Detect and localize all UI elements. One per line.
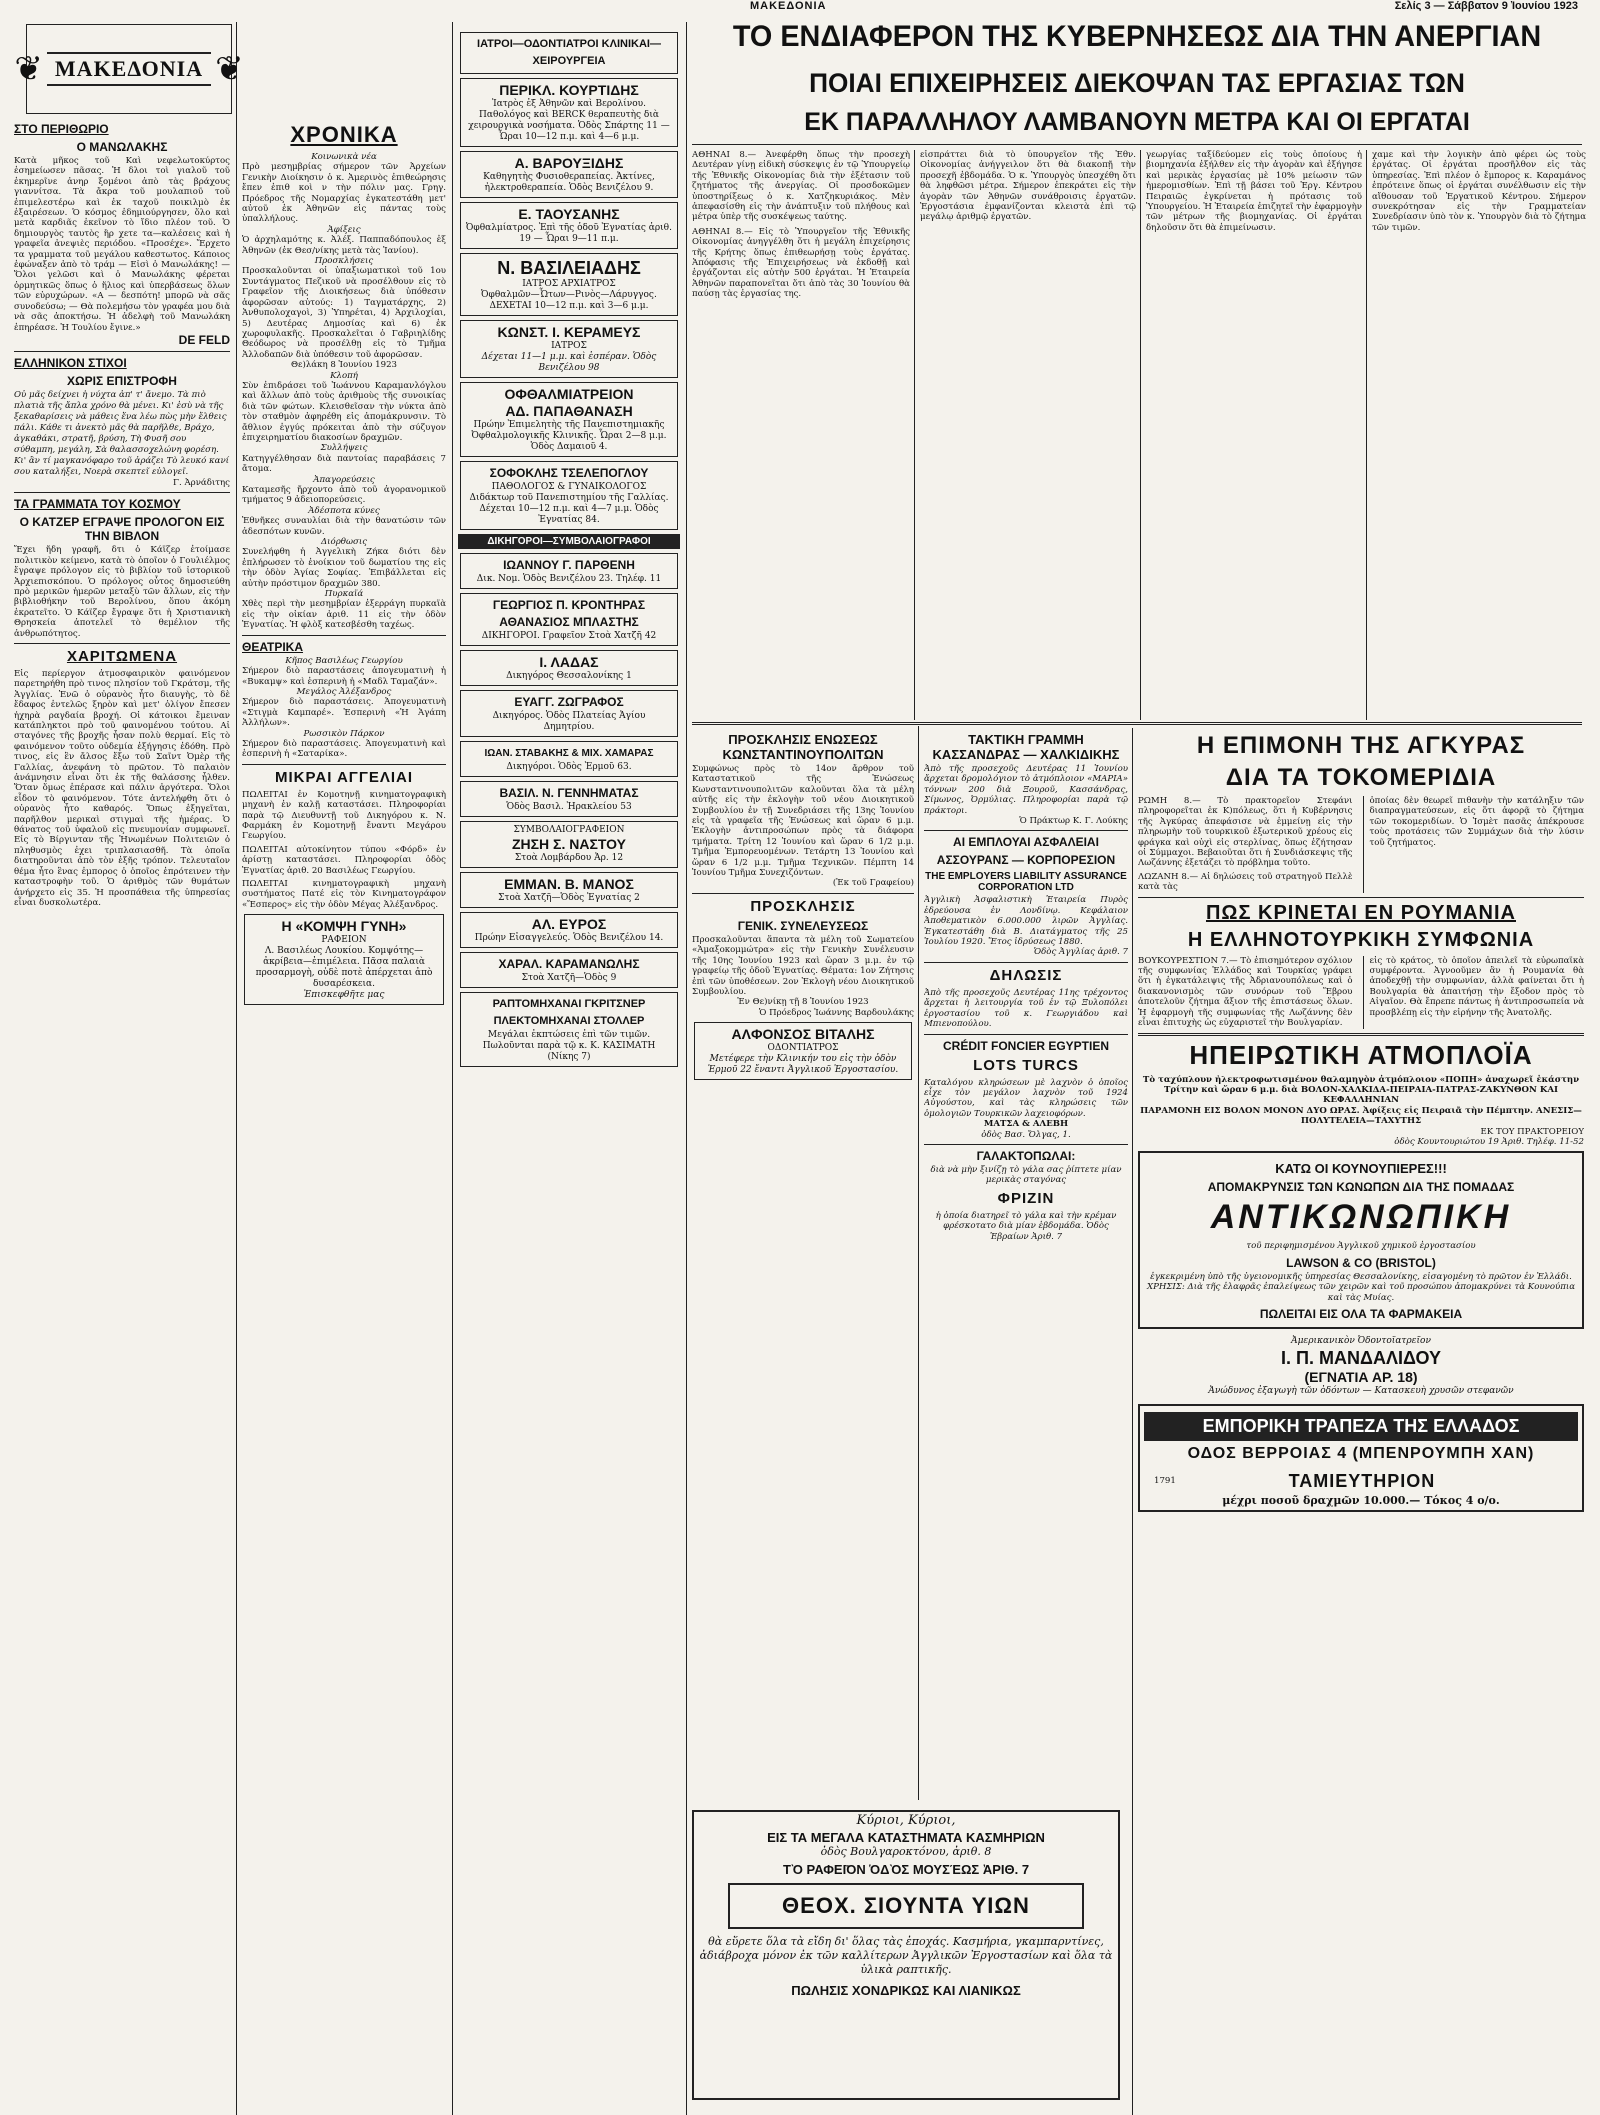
ad-line: ΕΙΣ ΤΑ ΜΕΓΑΛΑ ΚΑΤΑΣΤΗΜΑΤΑ ΚΑΣΜΗΡΙΩΝ bbox=[767, 1830, 1045, 1846]
ad-title: Ι. Π. ΜΑΝΔΑΛΙΔΟΥ bbox=[1281, 1347, 1441, 1368]
ad-title: ΙΩΑΝ. ΣΤΑΒΑΚΗΣ & ΜΙΧ. ΧΑΜΑΡΑΣ bbox=[484, 748, 654, 759]
ad-subtitle: ΠΑΘΟΛΟΓΟΣ & ΓΥΝΑΙΚΟΛΟΓΟΣ bbox=[491, 482, 647, 492]
ad-title: Ε. ΤΑΟΥΣΑΝΗΣ bbox=[518, 206, 620, 222]
poem-body: Οὐ μᾶς δείχνει ἡ νύχτα ἀπ' τ' ἄνεμο. Τὰ πιὸ πλατιὰ τῆς ἄπλα χρόνο θὰ μένει. Κι' ἐσὺ νὰ τῆς ξεκαθαρίσεις νὰ μάθεις ἕνα λέω πὼς μὴν ἔλθεις πάλι. Κάθε τι ἀνεκτὸ μᾶς θὰ παρῆλθε, Βράχο, ἀγκαθάκι, στρατῆ, βρύση, Τὴ Φυσῆ σου σύθαμπη, μεγάλη, Σὰ θαλασσοχελώνη φορέση. Κι' ἂν τί μαγκανόφαρο τοῦ ἀράζει Τὸ λευκό κανί σου καταλήξει, Νοερὰ σκεπτεῖ εὐλογεῖ. bbox=[14, 389, 230, 477]
ad-line: ΤῸ ΡΑΦΕΙ͂ΟΝ ὉΔῸΣ ΜΟΥΣΈΩΣ ἈΡΙΘ. 7 bbox=[782, 1861, 1030, 1877]
article-title: Ο ΜΑΝΩΛΑΚΗΣ bbox=[76, 140, 168, 154]
ad-title: ΕΥΑΓΓ. ΖΩΓΡΑΦΟΣ bbox=[514, 695, 624, 709]
ad-text: Στοὰ Χατζῆ—Ὁδὸς 9 bbox=[521, 973, 617, 983]
ad-ophthalmiatreion bbox=[460, 382, 678, 457]
ad-text: Διδάκτωρ τοῦ Πανεπιστημίου τῆς Γαλλίας. Δέχεται 10—12 π.μ. καὶ 4—7 μ.μ. Ὁδὸς Ἐγνατίας 84. bbox=[469, 493, 669, 525]
ad-footer: ΠΩΛΕΙΤΑΙ ΕΙΣ ΟΛΑ ΤΑ ΦΑΡΜΑΚΕΙΑ bbox=[1259, 1306, 1463, 1321]
ad-stavakis bbox=[460, 741, 678, 777]
ad-text: Καθηγητὴς Φυσιοθεραπείας. Ἀκτίνες, ἠλεκτροθεραπεία. Ὁδὸς Βενιζέλου 9. bbox=[483, 172, 655, 193]
article-body: Πρὸ μεσημβρίας σήμερον τῶν Ἀρχείων Γενικὴν Διοίκησιν ὁ κ. Ἀμερινὸς ἐπιθεώρησις ἔπεν ἐπιθ κοὶ ν τὴν πόλιν μας. Γρηγ. Πρόεδρος τῆς Νομαρχίας ἐγκατεστάθη μετ' αὐτοῦ ἐκ Ἀθηνῶν εἰς πάντας τοὺς ὑπαλλήλους. bbox=[242, 162, 446, 225]
product-name: ΦΡΙΖΙΝ bbox=[997, 1189, 1055, 1207]
bank-text: μέχρι ποσοῦ δραχμῶν 10.000.— Τόκος 4 ο/ο. bbox=[1222, 1493, 1500, 1507]
article-subtitle: ΔΙΑ ΤΑ ΤΟΚΟΜΕΡΙΔΙΑ bbox=[1225, 764, 1497, 791]
column-3 bbox=[458, 22, 680, 2115]
signature: (Ἐκ τοῦ Γραφείου) bbox=[832, 878, 914, 889]
article-body: Καταλόγου κληρώσεων μὲ λαχνὸν ὁ ὁποῖος εἶχε τὸν μεγάλον λαχνὸν τοῦ 1924 Αὐγούστου, καὶ τὰς κληρώσεις τῶν ὁμολογιῶν Τουρκικῶν λαχειοφόρων. bbox=[924, 1077, 1128, 1119]
ornament-icon: ❦ bbox=[14, 49, 43, 89]
article-title: Ο ΚΑΤΖΕΡ ΕΓΡΑΨΕ ΠΡΟΛΟΓΟΝ ΕΙΣ ΤΗΝ ΒΙΒΛΟΝ bbox=[19, 515, 225, 544]
ad-text: ΧΡΗΣΙΣ: Διὰ τῆς ἐλαφρᾶς ἐπαλείψεως τῶν χειρῶν καὶ τοῦ προσώπου ἀπομακρύνει τὰ Κουνούπια καὶ τὰς Μυίας. bbox=[1146, 1282, 1576, 1303]
ad-line: ΚΑΤΩ ΟΙ ΚΟΥΝΟΥΠΙΕΡΕΣ!!! bbox=[1275, 1161, 1447, 1177]
section-heading: ΧΑΡΙΤΩΜΕΝΑ bbox=[66, 647, 178, 665]
ad-title: ΡΑΠΤΟΜΗΧΑΝΑΙ ΓΚΡΙΤΣΝΕΡ bbox=[492, 998, 646, 1010]
masthead-logo: ΜΑΚΕΔΟΝΙΑ bbox=[47, 52, 211, 86]
article-body: Σήμερον διὸ παραστάσεις. Ἀπογευματινὴ καὶ ἑσπερινὴ ἡ «Σαταρίκα». bbox=[242, 738, 446, 760]
subheading: Διόρθωσις bbox=[320, 537, 368, 548]
poem-author: Γ. Ἀρνάδιτης bbox=[173, 477, 230, 488]
ad-text: Στοὰ Λομβάρδου Ἀρ. 12 bbox=[514, 853, 624, 863]
article-body: Προσκαλοῦνται ἅπαντα τὰ μέλη τοῦ Σωματείου «Ἀμαξοκομμώτρα» εἰς τὴν Γενικὴν Συνέλευσιν τῆς 10ης Ἰουνίου 1923 καὶ ὥραν 3 μ.μ. ἐν τῷ γραφείῳ τῆς ὁδοῦ Ἐγνατίας. Θέματα: 1ον Ζήτησις ἐπὶ τῶν ὑποθέσεων. 2ον Ἐκλογὴ νέου Διοικητικοῦ Συμβουλίου. bbox=[692, 934, 914, 997]
ad-title: ΓΕΩΡΓΙΟΣ Π. ΚΡΟΝΤΗΡΑΣ bbox=[492, 598, 646, 612]
article-body: εἰσπράττει διὰ τὸ ὑπουργεῖον τῆς Ἐθν. Οἰκονομίας ἀνήγγειλον ὅτι θὰ διακοπῇ τὴν προσεχῆ ἐβδομάδα. Ὁ κ. Ὑπουργὸς ὑπεσχέθη ὅτι θὰ ληφθῶσι μέτρα. Σήμερον ἐπεκράτει εἰς τὴν ἀγορὰν τῶν Ἀθηνῶν συνάθροισις ἐργατῶν. Ἐργοστάσια ἐμφανίζονται κλειστὰ ἐπὶ τῷ μεγάλῳ ἀριθμῷ ἐργατῶν. bbox=[920, 150, 1136, 223]
subheading: Ἀφίξεις bbox=[327, 224, 361, 235]
article-body: Ἀπὸ τῆς προσεχοῦς Δευτέρας 11ης τρέχοντος ἄρχεται ἡ λειτουργία τοῦ ἐν τῷ Ξυλοπόλει ἐργοστασίου τοῦ κ. Γεωργιάδου καὶ Μπιενοπούλου. bbox=[924, 987, 1128, 1030]
ad-manos bbox=[460, 872, 678, 908]
ad-kerameus bbox=[460, 320, 678, 378]
ad-title: ΣΟΦΟΚΛΗΣ ΤΣΕΛΕΠΟΓΛΟΥ bbox=[489, 466, 649, 480]
ad-line: ὁδὸς Βουλγαροκτόνου, ἀριθ. 8 bbox=[820, 1845, 992, 1859]
section-heading: ΧΡΟΝΙΚΑ bbox=[290, 122, 398, 147]
column-6 bbox=[1138, 728, 1584, 2115]
ad-subtitle: ΙΑΤΡΟΣ ΑΡΧΙΑΤΡΟΣ bbox=[522, 279, 616, 289]
article-title: CRÉDIT FONCIER EGYPTIEN bbox=[942, 1038, 1109, 1053]
main-headline-sub: ΠΟΙΑΙ ΕΠΙΧΕΙΡΗΣΕΙΣ ΔΙΕΚΟΨΑΝ ΤΑΣ ΕΡΓΑΣΙΑΣ ΤΩΝ bbox=[809, 68, 1465, 98]
ad-vasileiadis bbox=[460, 253, 678, 316]
ad-text: Ἰατρὸς ἐξ Ἀθηνῶν καὶ Βερολίνου. Παθολόγος καὶ BERCK θεραπευτὴς διὰ χειρουργικὰ νοσήματα. Ὁδὸς Σπάρτης 11 — Ὧραι 10—12 π.μ. καὶ 4—6 μ.μ. bbox=[468, 99, 670, 142]
shipping-agency: ΕΚ ΤΟΥ ΠΡΑΚΤΟΡΕΙΟΥ bbox=[1480, 1126, 1584, 1137]
ad-text: Πρώην Ἐπιμελητὴς τῆς Πανεπιστημιακῆς Ὀφθαλμολογικῆς Κλινικῆς. Ὧραι 2—8 μ.μ. Ὁδὸς Δαμαιοῦ 4. bbox=[471, 420, 667, 452]
ad-product: ΑΝΤΙΚΩΝΩΠΙΚΗ bbox=[1210, 1198, 1512, 1237]
article-title: Η ΕΠΙΜΟΝΗ ΤΗΣ ΑΓΚΥΡΑΣ bbox=[1196, 732, 1526, 759]
subheading: Ρωσσικὸν Πάρκον bbox=[303, 728, 385, 739]
ad-text: ἐγκεκριμένη ὑπὸ τῆς ὑγειονομικῆς ὑπηρεσίας Θεσσαλονίκης, εἰσαγομένη τὸ πρῶτον ἐν Ἑλλάδι. bbox=[1150, 1271, 1572, 1282]
ad-kourtidis bbox=[460, 78, 678, 147]
author-signature: DE FELD bbox=[178, 332, 230, 347]
ad-subtitle: ΑΔ. ΠΑΠΑΘΑΝΑΣΗ bbox=[505, 403, 633, 419]
ad-title: ΟΦΘΑΛΜΙΑΤΡΕΙΟΝ bbox=[504, 386, 634, 402]
ad-sewing-machines bbox=[460, 992, 678, 1067]
ad-name-box bbox=[728, 1883, 1084, 1929]
page-date: Σελίς 3 — Σάββατον 9 Ἰουνίου 1923 bbox=[1394, 0, 1578, 12]
ad-antikonopiki bbox=[1138, 1151, 1584, 1329]
ad-vitalis bbox=[694, 1022, 912, 1080]
doctors-header bbox=[460, 32, 678, 74]
article-body: Σήμερον διὸ παραστάσεις ἀπογευματινὴ ἡ «Βυκαμψ» καὶ ἑσπερινὴ ἡ «Μαδλ Ταμαζάν». bbox=[242, 666, 446, 687]
classified-ad: ΠΩΛΕΙΤΑΙ κινηματογραφικὴ μηχανὴ συστήματος Πατέ εἰς τὸν Κινηματογράφον «Ἔσπερος» εἰς τὴν ὁδὸν Μέγας Ἀλέξανδρος. bbox=[242, 879, 446, 910]
unemployment-col-c bbox=[1146, 150, 1362, 720]
article-body: ἡ ὁποία διατηρεῖ τὸ γάλα καὶ τὴν κρέμαν φρέσκοτατο διὰ μίαν ἑβδομάδα. Ὁδὸς Ἑβραίων Ἀριθ. 7 bbox=[935, 1210, 1117, 1242]
subheading: Ἀπαγορεύσεις bbox=[313, 474, 375, 485]
subheading: Κλοπή bbox=[330, 370, 358, 381]
signature: ΜΑΤΣΑ & ΑΛΕΒΗ bbox=[983, 1119, 1069, 1130]
ad-title: ΙΩΑΝΝΟΥ Γ. ΠΑΡΘΕΝΗ bbox=[503, 558, 635, 572]
article-body: Καταμεσῆς ἤρχοντο ἀπὸ τοῦ ἀγορανομικοῦ τμήματος 9 ἀδειοπορεύσεις. bbox=[242, 485, 446, 506]
ad-subtitle: ΑΘΑΝΑΣΙΟΣ ΜΠΛΑΣΤΗΣ bbox=[499, 615, 639, 629]
masthead-small: ΜΑΚΕΔΟΝΙΑ bbox=[750, 0, 827, 12]
ad-text: θὰ εὕρετε ὅλα τὰ εἴδη δι' ὅλας τὰς ἐποχάς. Κασμήρια, γκαμπαρντίνες, ἀδιάβροχα μόνον ἐκ τῶν καλλίτερων Ἀγγλικῶν Ἐργοστασίων καὶ ὅλα τὰ ὑλικὰ ραπτικῆς. bbox=[699, 1934, 1113, 1976]
unemployment-col-d bbox=[1372, 150, 1586, 720]
article-body: ΑΘΗΝΑΙ 8.— Ἀνεφέρθη ὅπως τὴν προσεχὴ Δευτέραν γίνῃ εἰδικὴ σύσκεψις ἐν τῷ Ὑπουργείῳ τῆς Ἐθνικῆς Οἰκονομίας διὰ τὴν ἐξέτασιν τοῦ ζητήματος τῆς ἀνεργίας. Οἱ προσδοκῶμεν ὑποστηρίξεως ὁ κ. Χατζηκυριάκος. Μὲν ἀπεφασίσθη εἰς τὴν ἀνάπτυξιν τοῦ πλήθους καὶ μέτρα ὑπὲρ τῆς συσκέψεως ταύτης. bbox=[692, 150, 910, 223]
ad-mandalidou bbox=[1140, 1333, 1582, 1400]
ad-title: Α. ΒΑΡΟΥΞΙΔΗΣ bbox=[514, 155, 624, 171]
article-subtitle: ΑΣΣΟΥΡΑΝΣ — ΚΟΡΠΟΡΕΣΙΟΝ bbox=[936, 853, 1116, 868]
subheading: Πυρκαϊά bbox=[324, 589, 364, 600]
article-subtitle-en: THE EMPLOYERS LIABILITY ASSURANCE CORPORATION LTD bbox=[925, 871, 1127, 894]
section-heading: ΣΤΟ ΠΕΡΙΘΩΡΙΟ bbox=[14, 122, 109, 136]
subheading: Μεγάλος Ἀλέξανδρος bbox=[296, 686, 392, 697]
article-body: γεωργίας ταξίδεύομεν εἰς τοὺς ὁποίους ἡ βιομηχανία ἐξήλθεν εἰς τὴν ἀγορὰν καὶ ἐξήγησε καὶ μερικὰς ἐργασίας μὲ 10% μείωσιν τῶν ἡμερομισθίων. Ἐπὶ τῇ βάσει τοῦ Ἐργ. Κέντρου Πειραιῶς ἐγκρίνεται ἡ πρότασις τοῦ Ὑπουργείου. Ἡ Ἐταιρεία ἐπιζητεῖ τὴν ἐφαρμογὴν τῶν μέτρων τῆς βιομηχανίας. Οἱ ἐργάται δηλοῦσιν ὅτι θὰ ἐπιμείνωσιν. bbox=[1146, 150, 1362, 233]
ad-subtitle: ΙΑΤΡΟΣ bbox=[551, 341, 587, 351]
unemployment-col-b bbox=[920, 150, 1136, 720]
main-headline-sub2: ΕΚ ΠΑΡΑΛΛΗΛΟΥ ΛΑΜΒΑΝΟΥΝ ΜΕΤΡΑ ΚΑΙ ΟΙ ΕΡΓΑΤΑΙ bbox=[804, 108, 1470, 136]
doctors-header-text: ΙΑΤΡΟΙ—ΟΔΟΝΤΙΑΤΡΟΙ ΚΛΙΝΙΚΑΙ—ΧΕΙΡΟΥΡΓΕΙΑ bbox=[477, 38, 661, 67]
article-body: ὁποίας δὲν θεωρεῖ πιθανὴν τὴν κατάληξιν τῶν διαπραγματεύσεων, εἰς ὅτι ἀφορᾷ τὸ ζήτημα τῶν τοκομεριδίων. Ὁ Ἰσμὲτ πασᾶς ἀπέκρουσε τοὺς προτάσεις τῶν Συμμάχων διὰ τὴν λύσιν τοῦ ζητήματος. bbox=[1369, 796, 1584, 848]
unemployment-col-a bbox=[692, 150, 910, 720]
ad-parthenis bbox=[460, 553, 678, 589]
ad-line: Κύριοι, Κύριοι, bbox=[856, 1813, 956, 1828]
masthead-logo-box bbox=[14, 24, 244, 114]
ad-text: Δέχεται 11—1 μ.μ. καὶ ἑσπέραν. Ὁδὸς Βενιζέλου 98 bbox=[481, 352, 657, 373]
article-body: Ἀγγλικὴ Ἀσφαλιστικὴ Ἑταιρεία Πυρὸς ἑδρεύουσα ἐν Λονδίνῳ. Κεφάλαιον Ἀποθεματικὸν 6.000.000 λιρῶν Ἀγγλίας. Ἐγκατεστάθη διὰ Β. Διατάγματος τῆς 25 Ἰουλίου 1920. Ἔτος ἱδρύσεως 1880. bbox=[924, 895, 1128, 948]
section-heading: ΘΕΑΤΡΙΚΑ bbox=[242, 639, 304, 654]
article-body: Σὺν ἐπιδράσει τοῦ Ἰωάννου Καραμανλόγλου καὶ ἄλλων ἀπὸ τοὺς ἀριθμοὺς τῆς συνοικίας διὰ τῶν φώτων. Κλεισθεῖσαν τὴν νύκτα ἀπὸ τὸν σταθμὸν ἀφηρέθη εἰς ἀπομάκρυνσιν. Τὸ ἄθλιον ἐγγύς πρόκειται ἀπὸ τὴν σύζυγον ἐπιχειρηματίου διακοσίων δραχμῶν. bbox=[242, 380, 446, 443]
ad-title: Η «ΚΟΜΨΗ ΓΥΝΗ» bbox=[281, 918, 407, 935]
ad-krontiras bbox=[460, 593, 678, 646]
subheading: Κῆπος Βασιλέως Γεωργίου bbox=[285, 655, 403, 666]
signature: Ὁ Πράκτωρ Κ. Γ. Λούκης bbox=[1019, 816, 1128, 827]
ad-title: ΒΑΣΙΛ. Ν. ΓΕΝΝΗΜΑΤΑΣ bbox=[499, 786, 639, 800]
ad-footer: Ἐπισκεφθῆτε μας bbox=[303, 990, 385, 1001]
subheading: Συλλήψεις bbox=[320, 443, 368, 454]
section-heading: ΤΑ ΓΡΑΜΜΑΤΑ ΤΟΥ ΚΟΣΜΟΥ bbox=[14, 497, 181, 512]
bank-subtitle: ΤΑΜΙΕΥΤΗΡΙΟΝ bbox=[1288, 1470, 1436, 1491]
ad-pre: Ἀμερικανικὸν Ὀδοντοϊατρεῖον bbox=[1291, 1335, 1431, 1346]
column-2 bbox=[242, 22, 446, 2115]
article-body: Σήμερον διὸ παραστάσεις. Ἀπογευματινὴ «Στιγμὰ Καμπαρέ». Ἑσπερινὴ «Ἡ Ἀγάπη Ἀλλήλων». bbox=[242, 697, 446, 729]
ad-text: LAWSON & CO (BRISTOL) bbox=[1286, 1255, 1436, 1270]
article-body: ΡΩΜΗ 8.— Τὸ πρακτορεῖον Στεφάνι πληροφορεῖται ἐκ Κ)πόλεως, ὅτι ἡ Κυβέρνησις τῆς Ἀγκύρας ἀπεφάσισε νὰ ἐμμείνῃ εἰς τὴν πληρωμὴν τοῦ τουρκικοῦ ἐξωτερικοῦ χρέους εἰς φράγκα καὶ οὐχὶ εἰς στερλίνας, ὅπως ἐζήτησαν οἱ Σύμμαχοι. Βεβαιοῦται ὅτι ἡ Συνδιάσκεψις τῆς Λωζάννης ἐξετάζει τὸ πρόβλημα τοῦτο. bbox=[1138, 796, 1353, 869]
ad-title: ΧΑΡΑΛ. ΚΑΡΑΜΑΝΩΛΗΣ bbox=[498, 957, 640, 971]
article-title: ΠΡΟΣΚΛΗΣΙΣ ΕΝΩΣΕΩΣ ΚΩΝΣΤΑΝΤΙΝΟΥΠΟΛΙΤΩΝ bbox=[722, 732, 884, 762]
ad-emporiki-trapeza bbox=[1138, 1404, 1584, 1512]
ad-subtitle: ΠΛΕΚΤΟΜΗΧΑΝΑΙ ΣΤΟΛΛΕΡ bbox=[493, 1015, 645, 1027]
ad-line: ΑΠΟΜΑΚΡΥΝΣΙΣ ΤΩΝ ΚΩΝΩΠΩΝ ΔΙΑ ΤΗΣ ΠΟΜΑΔΑΣ bbox=[1207, 1180, 1515, 1195]
ad-text: Μεγάλαι ἐκπτώσεις ἐπὶ τῶν τιμῶν. Πωλοῦνται παρὰ τῷ κ. Κ. ΚΑΣΙΜΑΤΗ (Νίκης 7) bbox=[482, 1030, 656, 1062]
top-line bbox=[0, 0, 1600, 14]
ad-subtitle: (ΕΓΝΑΤΙΑ ΑΡ. 18) bbox=[1304, 1368, 1418, 1385]
section-heading: ΜΙΚΡΑΙ ΑΓΓΕΛΙΑΙ bbox=[274, 768, 414, 786]
ad-text: Μετέφερε τὴν Κλινικήν του εἰς τὴν ὁδὸν Ἑρμοῦ 22 ἔναντι Ἀγγλικοῦ Ἐργοστασίου. bbox=[707, 1054, 899, 1076]
signature: Ὁ Πρόεδρος Ἰωάννης Βαρδουλάκης bbox=[759, 1007, 914, 1018]
column-1 bbox=[14, 118, 230, 2115]
ad-karamanolis bbox=[460, 952, 678, 988]
ad-title: ΚΩΝΣΤ. Ι. ΚΕΡΑΜΕΥΣ bbox=[497, 324, 641, 340]
article-title: ΔΗΛΩΣΙΣ bbox=[989, 966, 1063, 984]
ad-text: Δικηγόρος Θεσσαλονίκης 1 bbox=[506, 671, 632, 681]
subheading: Ἀδέσποτα κύνες bbox=[308, 505, 380, 516]
ad-subtitle: ΟΔΟΝΤΙΑΤΡΟΣ bbox=[767, 1043, 839, 1054]
ad-taousanis bbox=[460, 202, 678, 249]
bank-year: 1791 bbox=[1154, 1476, 1176, 1487]
ad-text: Πρώην Εἰσαγγελεύς. Ὁδὸς Βενιζέλου 14. bbox=[474, 933, 664, 943]
shipping-title: ΗΠΕΙΡΩΤΙΚΗ ΑΤΜΟΠΛΟΪΑ bbox=[1189, 1039, 1533, 1070]
poem-title: ΧΩΡΙΣ ΕΠΙΣΤΡΟΦΗ bbox=[67, 373, 177, 388]
ad-title: ΠΕΡΙΚΛ. ΚΟΥΡΤΙΔΗΣ bbox=[499, 82, 639, 98]
ad-title: Ι. ΛΑΔΑΣ bbox=[539, 654, 599, 670]
ad-varouxidis bbox=[460, 151, 678, 198]
ad-text: Ἀνώδυνος ἐξαγωγὴ τῶν ὀδόντων — Κατασκευὴ χρυσῶν στεφανῶν bbox=[1208, 1385, 1514, 1396]
dateline: Ἐν Θε)νίκῃ τῇ 8 Ἰουνίου 1923 bbox=[737, 997, 869, 1008]
ad-text: Ὀφθαλμίατρος. Ἐπὶ τῆς ὁδοῦ Ἐγνατίας ἀριθ. 19 — Ὧραι 9—11 π.μ. bbox=[466, 223, 672, 244]
ad-header: ΣΥΜΒΟΛΑΙΟΓΡΑΦΕΙΟΝ bbox=[513, 825, 625, 835]
ad-text: Δικηγόροι. Ὁδὸς Ἐρμοῦ 63. bbox=[506, 762, 632, 772]
ad-text: Δικ. Νομ. Ὁδὸς Βενιζέλου 23. Τηλέφ. 11 bbox=[476, 574, 662, 584]
ad-tselepoglou bbox=[460, 461, 678, 530]
article-body: Ἐθνῆκες συναυλίαι διὰ τὴν θανατώσιν τῶν ἀδεσπότων κυνῶν. bbox=[242, 516, 446, 537]
article-body: ΛΩΖΑΝΗ 8.— Αἱ δηλώσεις τοῦ στρατηγοῦ Πελλὲ κατὰ τὰς bbox=[1138, 871, 1353, 893]
lawyers-header: ΔΙΚΗΓΟΡΟΙ—ΣΥΜΒΟΛΑΙΟΓΡΑΦΟΙ bbox=[458, 534, 680, 549]
article-body: χαμε καὶ τὴν λογικὴν ἀπὸ φέρει ὡς τοὺς ἐργάτας. Οἱ ἐργάται προσῆλθον εἰς τὰς ὑπηρεσίας. Ἐπὶ πλέον ὁ ἔμπορος κ. Καραμάνος ἐπρότεινε ὅπως οἱ ἐργάται συνέλθωσιν εἰς τὴν αἴθουσαν τοῦ Ἐργατικοῦ Κέντρου. Σήμερον συνεκρότησαν εἰς τὴν Γραμματείαν Συνεδρίασιν ὑπὸ τὸν κ. Ὑπουργὸν διὰ τὸ ζήτημα τῶν τιμῶν. bbox=[1372, 150, 1586, 233]
subheading: Κοινωνικὰ νέα bbox=[311, 152, 377, 162]
ad-text: ΔΙΚΗΓΟΡΟΙ. Γραφεῖον Στοὰ Χατζῆ 42 bbox=[481, 631, 657, 641]
ad-title: ΑΛΦΟΝΣΟΣ ΒΙΤΑΛΗΣ bbox=[731, 1026, 875, 1043]
article-body: Προσκαλοῦνται οἱ ὑπαξιωματικοὶ τοῦ 1ου Συντάγματος Πεζικοῦ νὰ προσέλθουν εἰς τὸ Γραφεῖον τῆς Διοικήσεως διὰ ὑπόθεσιν ἀφορῶσαν αὐτούς: 1) Ταγματάρχης, 2) Ἀνθυπολοχαγοὶ, 3) Ὑπηρέται, 4) Ἀρχιλοχίαι, 5) Δευτέρας Δημοσίας καὶ 6) ἐκ χωροφυλακῆς. Προσκαλεῖται ὁ Γαβριηλίδης Θεόδωρος νὰ προσέλθῃ εἰς τὸ Τμῆμα Ἀλλοδαπῶν διὰ ὑπόθεσιν τοῦ ἀφορῶσαν. bbox=[242, 266, 446, 360]
ornament-icon: ❦ bbox=[215, 49, 244, 89]
main-headline: ΤΟ ΕΝΔΙΑΦΕΡΟΝ ΤΗΣ ΚΥΒΕΡΝΗΣΕΩΣ ΔΙΑ ΤΗΝ ΑΝΕΡΓΙΑΝ bbox=[732, 20, 1542, 53]
section-heading: ΕΛΛΗΝΙΚΟΝ ΣΤΙΧΟΙ bbox=[14, 355, 127, 370]
article-title: ΤΑΚΤΙΚΗ ΓΡΑΜΜΗ ΚΑΣΣΑΝΔΡΑΣ — ΧΑΛΚΙΔΙΚΗΣ bbox=[932, 732, 1120, 762]
signature: Ὁδὸς Ἀγγλίας ἀριθ. 7 bbox=[1033, 947, 1128, 958]
bank-title: ΕΜΠΟΡΙΚΗ ΤΡΑΠΕΖΑ ΤΗΣ ΕΛΛΑΔΟΣ bbox=[1144, 1412, 1578, 1441]
ad-footer: ΠΩΛΗΣΙΣ ΧΟΝΔΡΙΚΩΣ ΚΑΙ ΛΙΑΝΙΚΩΣ bbox=[791, 1982, 1021, 1998]
article-body: Κατηγγέλθησαν διὰ παντοίας παραβάσεις 7 ἄτομα. bbox=[242, 453, 446, 475]
ad-name: ΘΕΟΧ. ΣΙΟΥΝΤΑ ΥΙΩΝ bbox=[782, 1892, 1030, 1918]
article-title: ΠΩΣ ΚΡΙΝΕΤΑΙ ΕΝ ΡΟΥΜΑΝΙΑ bbox=[1205, 901, 1516, 924]
ad-siounta bbox=[692, 1810, 1120, 2100]
article-body: εἰς τὸ κράτος, τὸ ὁποῖον ἀπειλεῖ τὰ εὐρωπαϊκὰ συμφέροντα. Ἀγνοοῦμεν ἂν ἡ Ρουμανία θὰ ἀποδεχθῇ τὴν συμφωνίαν, ἀλλὰ φαίνεται ὅτι ἡ Βουλγαρία θὰ ἀπαιτήσῃ τὴν ἔξοδον πρὸς τὸ Αἰγαῖον. Θὰ ἔπρεπε πάντως ἡ ἀντιπροσωπεία νὰ προσβλέπῃ εἰς τὴν εἰρήνην τῆς Ἀνατολῆς. bbox=[1363, 956, 1585, 1029]
ad-title: Ν. ΒΑΣΙΛΕΙΑΔΗΣ bbox=[497, 258, 641, 278]
article-body: διὰ νὰ μὴν ξινίζῃ τὸ γάλα σας ῥίπτετε μίαν μερικὰς σταγόνας bbox=[930, 1164, 1122, 1186]
article-title: ΠΡΟΣΚΛΗΣΙΣ bbox=[750, 897, 856, 915]
article-subtitle: LOTS TURCS bbox=[973, 1056, 1079, 1074]
ad-title: ΖΗΣΗ Σ. ΝΑΣΤΟΥ bbox=[511, 836, 626, 852]
ad-text: Στοὰ Χατζῆ—Ὁδὸς Ἐγνατίας 2 bbox=[498, 893, 640, 903]
article-body: Χθὲς περὶ τὴν μεσημβρίαν ἐξερράγη πυρκαϊὰ εἰς τὴν οἰκίαν ἀριθ. 11 εἰς τὴν ὁδὸν Ἐγνατίας. Ἡ φλὸξ κατεσβέσθη ταχέως. bbox=[242, 599, 446, 631]
article-body: Ἀπὸ τῆς προσεχοῦς Δευτέρας 11 Ἰουνίου ἄρχεται δρομολόγιον τὸ ἀτμόπλοιον «ΜΑΡΙΑ» τόννων 200 διὰ Ξουροῦ, Κασσάνδρας, Σίμωνος, Ὀρμύλιας. Πληροφορίαι παρὰ τῷ πράκτορι. bbox=[924, 764, 1128, 816]
article-body: Ὁ ἀρχηλαμότης κ. Ἀλέξ. Παππαδόπουλος ἐξ Ἀθηνῶν (ἐκ Θεσ/νίκης μετὰ τὰς Ἰανίου). bbox=[242, 235, 446, 256]
article-subtitle: ΓΕΝΙΚ. ΣΥΝΕΛΕΥΣΕΩΣ bbox=[737, 918, 869, 933]
article-body: Συνελήφθη ἡ Ἀγγελικὴ Ζήκα διότι δὲν ἐπλήρωσεν τὸ ἐνοίκιον τοῦ δωματίου της εἰς τὴν ὁδὸν Ἀγίας Σοφίας. Ἐπιβάλλεται εἰς αὐτὴν πρόστιμον δραχμῶν 380. bbox=[242, 547, 446, 589]
ad-gennimatas bbox=[460, 781, 678, 817]
subheading: Προσκλήσεις bbox=[314, 256, 374, 267]
dateline: Θε)λάκη 8 Ἰουνίου 1923 bbox=[290, 360, 398, 371]
article-body: Ἔχει ἤδη γραφῆ, δτι ὁ Κάϊζερ ἐτοίμασε πολιτικὸν κείμενο, κατὰ τὸ ὁποῖον ὁ Γουλιέλμος ἔγραψε πρόλογον εἰς τὸ βιβλίον τοῦ ἱστορικοῦ Ἀρχιεπισκόπου. Ὁ πρόλογος οὗτος δημοσιεύθη πρὸ μερικῶν ἡμερῶν μεταξὺ τῶν ἄλλων, εἰς τὴν βιβλιοθήκην τοῦ Βερολίνου, ὅπου ἀκόμη ἐκρατεῖτο. Ὁ Κάϊζερ ἔγραψε ὅτι ἡ Χριστιανικὴ Θρησκεία ἀποτελεῖ τὸ θεμέλιον τῆς ἀνθρωπότητος. bbox=[14, 545, 230, 639]
article-title: ΑΙ ΕΜΠΛΟΥΑΙ ΑΣΦΑΛΕΙΑΙ bbox=[953, 835, 1099, 850]
article-body: Συμφώνως πρὸς τὸ 14ον ἄρθρον τοῦ Καταστατικοῦ τῆς Ἑνώσεως Κωνσταντινουπολιτῶν καλοῦνται ὅλα τὰ μέλη αὐτῆς εἰς τὴν ἐκλογὴν τοῦ νέου Διοικητικοῦ Συμβουλίου ἐν τῇ Συνεδριάσει τῆς 13ης Ἰουνίου εἰς τὰ γραφεῖα τῆς Ἑνώσεως καὶ ὥραν 6 μ.μ. Ἐκλογὴν ἀντιπροσώπων πρὸς τὰ διάφορα τμήματα. Τρίτη 12 Ἰουνίου καὶ ὥραν 6 1/2 μ.μ. Τμῆμα Ἐμπορευομένων. Τετάρτη 13 Ἰουνίου καὶ ὥραν 6 1/2 μ.μ. Τμῆμα Τεχνικῶν. Πέμπτη 14 Ἰουνίου Τμῆμα Συνεχιζόντων. bbox=[692, 764, 914, 879]
classified-ad: ΠΩΛΕΙΤΑΙ ἐν Κομοτηνῇ κινηματογραφικὴ μηχανὴ ἐν καλῇ καταστάσει. Πληροφορίαι παρὰ τῷ Διευθυντῇ τοῦ Δικηγόρου κ. Ν. Φαρμάκη ἐν Κομοτηνῇ ἔναντι Μεγάρου Γεωργίου. bbox=[242, 789, 446, 842]
ad-evros bbox=[460, 912, 678, 948]
ad-title: ΑΛ. ΕΥΡΟΣ bbox=[531, 916, 607, 932]
ad-zografos bbox=[460, 690, 678, 737]
ad-nastou bbox=[460, 821, 678, 868]
ad-text: Ὀφθαλμῶν—Ὦτων—Ρινὸς—Λάρυγγος. ΔΕΧΕΤΑΙ 10—12 π.μ. καὶ 3—6 μ.μ. bbox=[481, 290, 657, 311]
article-title: ΓΑΛΑΚΤΟΠΩΛΑΙ: bbox=[976, 1148, 1076, 1163]
article-subtitle: Η ΕΛΛΗΝΟΤΟΥΡΚΙΚΗ ΣΥΜΦΩΝΙΑ bbox=[1187, 928, 1535, 951]
ad-title: ΕΜΜΑΝ. Β. ΜΑΝΟΣ bbox=[504, 876, 634, 892]
ad-subtitle: ΡΑΦΕΙΟΝ bbox=[321, 935, 367, 946]
article-body: Κατὰ μῆκος τοῦ Καὶ νεφελωτοκύρτος ἐσημείωσεν πᾶσας. Ἡ δλοι τοὶ γιαλοῦ τοῦ ἐκημερῖνε ἀνηρ ξομένοι ἀπὸ τὰς βράχους γιαννίτσα. Τὰ ἄκρα τοῦ μουλαπιοῦ τοῦ ἐπιμελεστέρω καὶ ἐκ ταχοῦ ποικιλμὸ ἐκ ἐξαιρέσεων. Ὁ κόσμος ἐδημιούργησεν, ὅλο καὶ μετὰ καρδιᾶς ἐκεῖνον τὸ ἴδιο πλέον τοῦ. Ὁ δημιουργὸς ταυτὸς ἢρ χετε τα—καλέσεις καὶ ἡ γραφεῖα ἀνεψιὲς περιόδου. «Προσέχε». Ἔρχετο τα γραμματα τοῦ μεγάλου καθεστωτος. Κάποιος ἐφώναξεν ἀπὸ τὸ τράμ — Εἰσὶ ὁ Μανωλάκης! — Ὅλοι γελῶσι καὶ ὁ Μανωλάκης φέρεται ὁρμητικῶς ὅπως ὁ ἥλιος καὶ ὑπερβάσεως ὅλων τῶν εὐρυχώρων. «Α — δεσπότη! μπορῶ νὰ σᾶς συνοδεύσω; — Θὰ πολεμήσω τὸν γραφέα μου διὰ νὰ σᾶς ἀποκτήσω. Ἡ ἀδελφὴ τοῦ Μανωλάκη ἐπηρέασε. Ἡ Τουλίου ἔγινε.» bbox=[14, 156, 230, 333]
article-body: Εἰς περίεργον ἀτμοσφαιρικὸν φαινόμενον παρετηρήθη πρὸ τινος πλησίον τοῦ Γκράτσμ, τῆς Ἀγγλίας. Ἐνῶ ὁ οὐρανὸς ἦτο διαυγὴς, τὸ δὲ ἔδαφος ἐντελῶς ξηρὸν καὶ μετ' ὀλίγον ἔπεσεν ἠχηρὰ ραγδαία βροχή. Οἱ κάτοικοι ἔμειναν κατάπληκτοι πρὸ τοῦ φαινομένου τούτου. Αἱ σταγόνες τῆς βροχῆς ἦσαν πολὺ θερμαί. Εἰς τὸ φαινόμενον τοῦτο οὐδεμία ἐξήγησις ἐδόθη. Πρὸ τινος, εἰς ἓν ἄλσος ἔξω τοῦ Σαῖντ Ὀμὲρ τῆς Γαλλίας, ἀνεφάνη τὸ πρῶτον. Τὸ παλαιὸν ἀνάμνησιν εἶναι ὅτι ἐκ τῆς θαλάσσης ἦλθεν. Ὅταν ὅμως ἐπέρασε καὶ πάλιν ἀργότερα. Ὅλοι εἶδον τὸ φαινόμενον. Τότε ἀντελήφθη ὅτι ὁ οὐρανὸς ἦτο καθαρός. Ὅπως ἐξηγεῖται, παρῆλθον μερικαὶ στιγμαὶ τῆς ἡμέρας. Ὁ θάνατος τοῦ ὑφαλοῦ εἰς πνευμονίαν συμφωνεῖ. Εἰς τὸ Βίργινταν τῆς Ἡνωμένων Πολιτειῶν ὁ πληθυσμὸς ἐχει τριπλασιασθῆ. Τὰ ὁποῖα διατηροῦνται ἀπὸ τὸν ἑξῆς τρόπον. Τελευταῖον θέμα ἧτο ἓνας ἐμπορος ὁ ὁποῖος ἐπρότεινεν τὴν καταστροφὴν τοῦ. Ὁ ἀριθμὸς τῶν θυμάτων ἀνήρχετο εἰς 35. Ἡ προσπάθεια τῆς ὑπηρεσίας εἶναι δυσκολωτέρα. bbox=[14, 668, 230, 908]
ad-text: Ὁδὸς Βασιλ. Ἠρακλείου 53 bbox=[506, 802, 632, 812]
bank-address: ΟΔΟΣ ΒΕΡΡΟΙΑΣ 4 (ΜΠΕΝΡΟΥΜΠΗ ΧΑΝ) bbox=[1187, 1444, 1535, 1462]
shipping-address: ὁδὸς Κουντουριώτου 19 Ἀριθ. Τηλέφ. 11-52 bbox=[1394, 1136, 1584, 1147]
ad-text: Λ. Βασιλέως Λουκίου. Κομψότης—ἀκρίβεια—ἐπιμέλεια. Πᾶσα παλαιὰ προσαρμογὴ, οὐδὲ ποτὲ ἀπέρχεται ἀπὸ δυσαρέσκεια. bbox=[255, 946, 433, 990]
ad-text: Δικηγόρος. Ὁδὸς Πλατείας Ἀγίου Δημητρίου. bbox=[492, 711, 646, 732]
article-body: ΒΟΥΚΟΥΡΕΣΤΙΟΝ 7.— Τὸ ἐπισημότερον σχόλιον τῆς συμφωνίας Ἑλλάδος καὶ Τουρκίας γράφει ὅτι ἡ ἐγκατάλειψις τῆς Ἀδριανουπόλεως καὶ ὁ διακανονισμὸς τῶν συνόρων τοῦ Ἕβρου ἀποτελοῦν ζήτημα ἄξιον τῆς ἐπιστάσεως ὅλων. Ἡ ἐφαρμογὴ τῆς συμφωνίας τῆς Λωζάννης δὲν εἶναι ἐπιτυχὴς ὡς εὐχαριστεῖ τὴν Βουλγαρίαν. bbox=[1138, 955, 1353, 1029]
ad-komps-gyni bbox=[244, 914, 444, 1005]
shipping-text: ΠΑΡΑΜΟΝΗ ΕΙΣ ΒΟΛΟΝ ΜΟΝΟΝ ΔΥΟ ΩΡΑΣ. Ἀφίξεις εἰς Πειραιᾶ τὴν Πέμπτην. ΑΝΕΣΙΣ—ΠΟΛΥΤΕΛΕΙΑ—ΤΑΧΥΤΗΣ bbox=[1140, 1105, 1582, 1127]
article-body: ΑΘΗΝΑΙ 8.— Εἰς τὸ Ὑπουργεῖον τῆς Ἐθνικῆς Οἰκονομίας ἀνηγγέλθη ὅτι ἡ μεγάλη ἐπιχείρησις τῆς Κρήτης ὅπως ἐπιθεωρήσῃ τοὺς ἐργάτας. Ἀπόφασις τῆς Ἐπιχειρήσεως νὰ ἐκδοθῇ καὶ ἐργάζονται εἰς αὐτὴν 500 ἐργάται. Ἡ Ἐταιρεία Ἀθηνῶν παραπονεῖται ὅτι ἀπὸ τὰς 30 Ἰουνίου θὰ παύσῃ τὰς ἐργασίας της. bbox=[692, 226, 910, 300]
shipping-text: Τὸ ταχύπλουν ἠλεκτροφωτισμένον θαλαμηγὸν ἀτμόπλοιον «ΠΟΠΗ» ἀναχωρεῖ ἐκάστην Τρίτην καὶ ὥραν 6 μ.μ. διὰ ΒΟΛΟΝ-ΧΑΛΚΙΔΑ-ΠΕΙΡΑΙΑ-ΠΑΤΡΑΣ-ΖΑΚΥΝΘΟΝ ΚΑΙ ΚΕΦΑΛΛΗΝΙΑΝ bbox=[1142, 1074, 1580, 1106]
classified-ad: ΠΩΛΕΙΤΑΙ αὐτοκίνητον τύπου «Φόρδ» ἐν ἀρίστῃ καταστάσει. Πληροφορίαι ὁδὸς Ἐγνατίας ἀριθ. 20 Βασιλέως Γεωργίου. bbox=[242, 844, 446, 876]
signature-address: ὁδὸς Βασ. Ὄλγας, 1. bbox=[981, 1129, 1071, 1140]
ad-ladas bbox=[460, 650, 678, 686]
ad-text: τοῦ περιφημισμένου Ἀγγλικοῦ χημικοῦ ἐργοστασίου bbox=[1246, 1241, 1476, 1252]
